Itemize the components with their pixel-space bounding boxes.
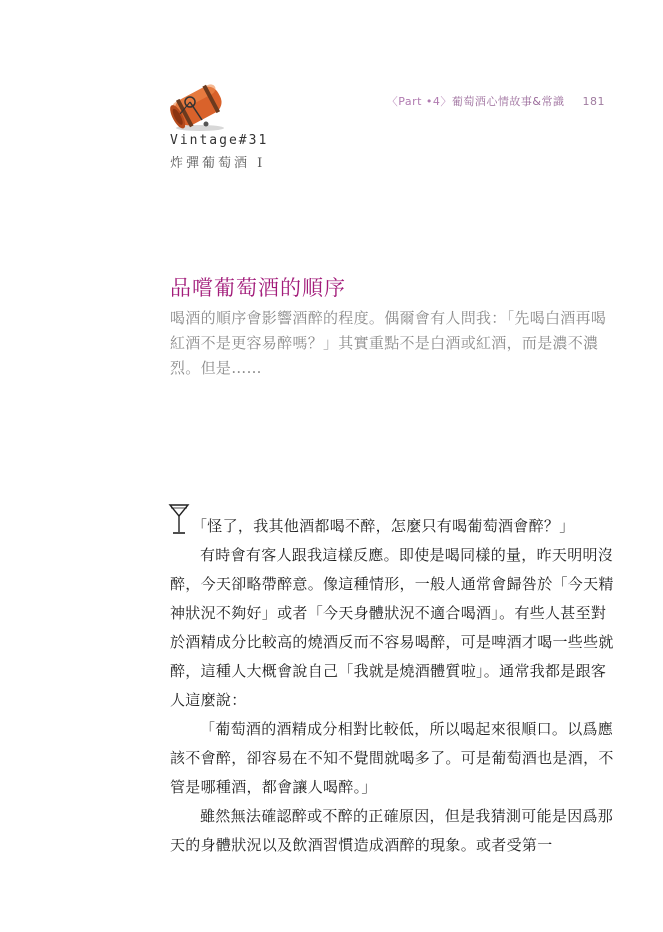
vintage-code: Vintage#31	[170, 133, 269, 148]
paragraph: 有時會有客人跟我這樣反應。即使是喝同樣的量，昨天明明沒醉，今天卻略帶醉意。像這種情形，一般人通常會歸咎於「今天精神狀況不夠好」或者「今天身體狀況不適合喝酒」。有些人甚至對於酒精成分比較高的燒酒反而不容易喝醉，可是啤酒才喝一些些就醉，這種人大概會說自己「我就是燒酒體質啦」。通常我都是跟客人這麼說：	[170, 546, 614, 709]
paragraph: 「怪了，我其他酒都喝不醉，怎麼只有喝葡萄酒會醉？」	[192, 517, 575, 535]
page-number: 181	[582, 95, 605, 108]
vintage-title: 炸彈葡萄酒 I	[170, 156, 266, 171]
section-title: 品嚐葡萄酒的順序	[170, 276, 346, 301]
section-intro: 喝酒的順序會影響酒醉的程度。偶爾會有人問我：「先喝白酒再喝紅酒不是更容易醉嗎？」其實重點不是白酒或紅酒，而是濃不濃烈。但是……	[170, 309, 607, 377]
body-text	[170, 512, 615, 860]
paragraph: 「葡萄酒的酒精成分相對比較低，所以喝起來很順口。以爲應該不會醉，卻容易在不知不覺間就喝多了。可是葡萄酒也是酒，不管是哪種酒，都會讓人喝醉。」	[170, 720, 614, 796]
wine-barrel-icon	[166, 80, 230, 132]
paragraph: 雖然無法確認醉或不醉的正確原因，但是我猜測可能是因爲那天的身體狀況以及飲酒習慣造成酒醉的現象。或者受第一	[170, 807, 614, 854]
running-head	[387, 93, 605, 109]
running-head-title: 葡萄酒心情故事&常識	[451, 95, 565, 108]
running-head-part: 〈Part •4〉	[386, 95, 452, 108]
